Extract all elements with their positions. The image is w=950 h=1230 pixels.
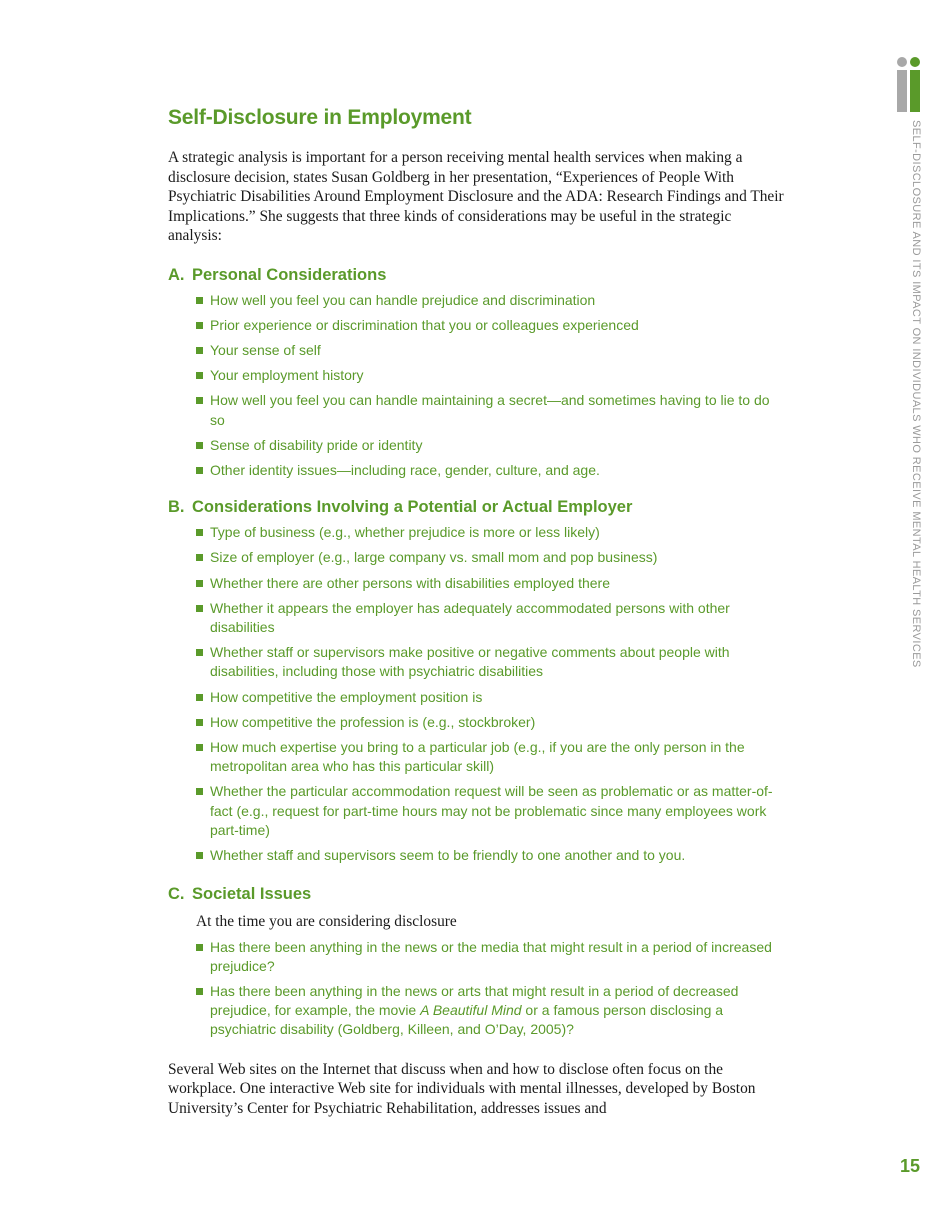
list-item: Whether staff and supervisors seem to be friendly to one another and to you. xyxy=(196,846,788,865)
list-item: Type of business (e.g., whether prejudice is more or less likely) xyxy=(196,523,788,542)
square-bullet-icon xyxy=(196,397,203,404)
section-c-intro: At the time you are considering disclosure xyxy=(196,913,457,931)
square-bullet-icon xyxy=(196,788,203,795)
section-a-title: Personal Considerations xyxy=(192,265,387,284)
section-a-list xyxy=(168,291,788,481)
movie-title: A Beautiful Mind xyxy=(420,1002,522,1019)
list-item: How competitive the employment position is xyxy=(196,688,788,707)
list-item: Whether staff or supervisors make positive or negative comments about people with disabilities, including those with psychiatric disabilities xyxy=(196,643,788,681)
square-bullet-icon xyxy=(196,297,203,304)
list-item: Has there been anything in the news or the media that might result in a period of increased prejudice? xyxy=(196,938,788,976)
section-c-title: Societal Issues xyxy=(192,885,312,904)
section-c-letter: C. xyxy=(168,885,185,904)
list-item: Has there been anything in the news or arts that might result in a period of decreased prejudice, for example, the movie A Beautiful Mind or a famous person disclosing a psychiatric disability (Goldberg, Killeen, and O’Day, 2005)? xyxy=(196,982,788,1040)
list-item: Your sense of self xyxy=(196,341,788,360)
square-bullet-icon xyxy=(196,694,203,701)
square-bullet-icon xyxy=(196,719,203,726)
square-bullet-icon xyxy=(196,649,203,656)
intro-paragraph: A strategic analysis is important for a person receiving mental health services when making a disclosure decision, states Susan Goldberg in her presentation, “Experiences of People With Psychiatric Disabilities Around Employment Disclosure and the ADA: Research Findings and Their Implications.” She suggests that three kinds of considerations may be useful in the strategic analysis: xyxy=(168,149,784,244)
list-item: Size of employer (e.g., large company vs. small mom and pop business) xyxy=(196,548,788,567)
list-item: Whether it appears the employer has adequately accommodated persons with other disabilities xyxy=(196,599,788,637)
square-bullet-icon xyxy=(196,744,203,751)
list-item: Your employment history xyxy=(196,366,788,385)
square-bullet-icon xyxy=(196,580,203,587)
section-c-heading xyxy=(168,885,788,904)
square-bullet-icon xyxy=(196,988,203,995)
square-bullet-icon xyxy=(196,322,203,329)
square-bullet-icon xyxy=(196,852,203,859)
list-item: Whether there are other persons with disabilities employed there xyxy=(196,574,788,593)
list-item: Whether the particular accommodation request will be seen as problematic or as matter-of-fact (e.g., request for part-time hours may not be problematic since many employees work part-time) xyxy=(196,782,788,840)
section-b-title: Considerations Involving a Potential or Actual Employer xyxy=(192,498,633,517)
square-bullet-icon xyxy=(196,347,203,354)
main-content xyxy=(168,106,788,1118)
square-bullet-icon xyxy=(196,372,203,379)
square-bullet-icon xyxy=(196,605,203,612)
square-bullet-icon xyxy=(196,944,203,951)
running-side-title: SELF-DISCLOSURE AND ITS IMPACT ON INDIVIDUALS WHO RECEIVE MENTAL HEALTH SERVICES xyxy=(910,120,922,668)
square-bullet-icon xyxy=(196,554,203,561)
list-item: How much expertise you bring to a particular job (e.g., if you are the only person in the metropolitan area who has this particular skill) xyxy=(196,738,788,776)
list-item: How well you feel you can handle prejudice and discrimination xyxy=(196,291,788,310)
square-bullet-icon xyxy=(196,442,203,449)
page-number: 15 xyxy=(900,1156,921,1176)
section-b-letter: B. xyxy=(168,498,185,517)
closing-paragraph: Several Web sites on the Internet that discuss when and how to disclose often focus on the workplace. One interactive Web site for individuals with mental illnesses, developed by Boston University’s Center for Psychiatric Rehabilitation, addresses issues and xyxy=(168,1060,756,1117)
section-a-letter: A. xyxy=(168,265,185,284)
section-b-heading xyxy=(168,498,788,517)
list-item: Prior experience or discrimination that you or colleagues experienced xyxy=(196,316,788,335)
list-item: How well you feel you can handle maintaining a secret—and sometimes having to lie to do so xyxy=(196,391,788,429)
list-item: Other identity issues—including race, gender, culture, and age. xyxy=(196,461,788,480)
page-title: Self-Disclosure in Employment xyxy=(168,106,472,129)
section-c-list xyxy=(168,938,788,1040)
publication-logo-icon xyxy=(892,56,928,112)
section-a-heading xyxy=(168,266,788,285)
square-bullet-icon xyxy=(196,467,203,474)
list-item: Sense of disability pride or identity xyxy=(196,436,788,455)
square-bullet-icon xyxy=(196,529,203,536)
section-b-list xyxy=(168,523,788,865)
list-item: How competitive the profession is (e.g., stockbroker) xyxy=(196,713,788,732)
